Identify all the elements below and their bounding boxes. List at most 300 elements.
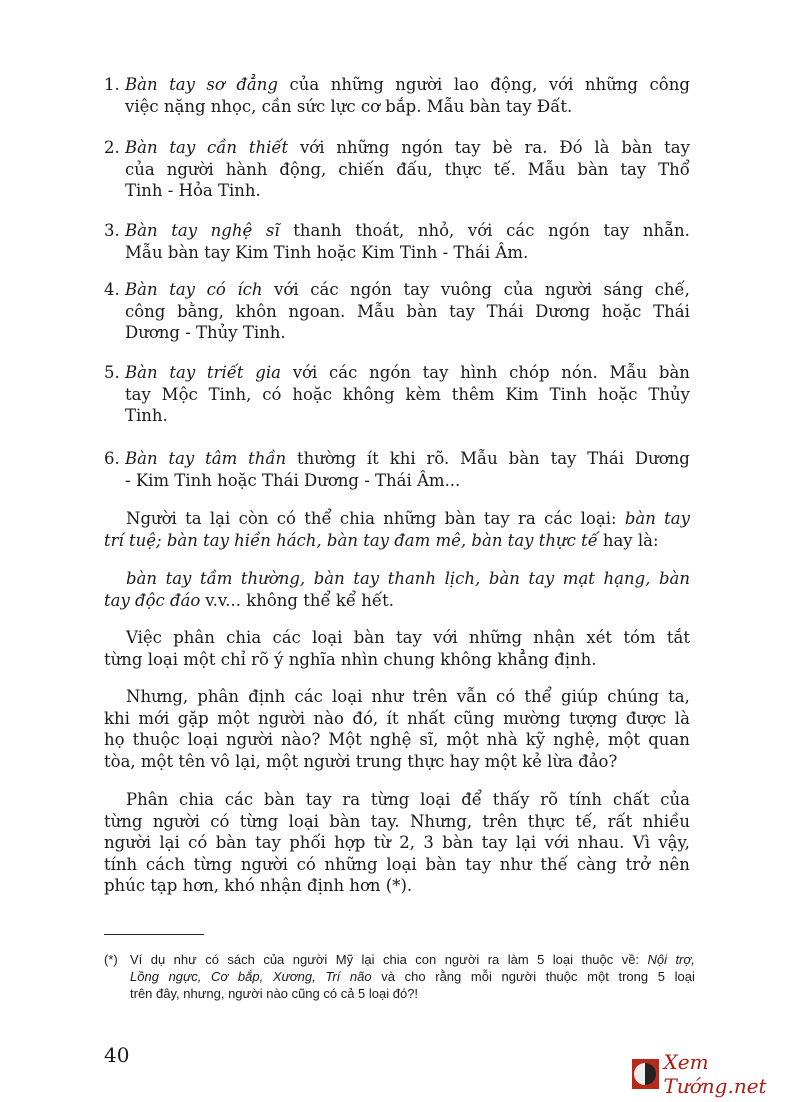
word: giúp [561, 687, 599, 706]
logo-text: Xem Tướng.net [663, 1050, 767, 1098]
text-line [104, 708, 690, 730]
word: càng [576, 854, 617, 874]
word: chia [339, 509, 375, 528]
word: có [188, 833, 208, 852]
list-number: 3. [104, 221, 120, 240]
word: bàn [406, 301, 438, 321]
word: ngón [350, 280, 392, 299]
word: bàn [353, 628, 385, 647]
word: loại [288, 811, 319, 831]
word: phân [173, 628, 215, 647]
text-line [125, 74, 690, 96]
word: Mộc [161, 384, 198, 404]
word: có [276, 509, 296, 528]
word: với [292, 363, 318, 382]
word: Xương, [272, 969, 316, 984]
word: thực [444, 159, 482, 179]
word: gia [255, 363, 281, 382]
word: não [349, 969, 372, 984]
word: tay [603, 221, 630, 240]
word: ngoan. [288, 301, 346, 321]
word: tính [104, 854, 138, 874]
word: các [506, 221, 535, 240]
word: một [607, 730, 641, 749]
word: tay [449, 301, 475, 321]
word: ít [366, 449, 379, 468]
word: tay [403, 280, 430, 299]
word: nên [658, 854, 690, 874]
word: như [371, 687, 404, 706]
word: Thái [653, 301, 690, 321]
text-line [125, 96, 690, 118]
word: người [444, 952, 480, 967]
watermark-logo [632, 1050, 800, 1098]
word: dụ [150, 952, 166, 967]
word: sĩ [265, 221, 280, 240]
word: mường [503, 708, 561, 728]
word: nào [313, 708, 344, 728]
word: bàn [508, 449, 540, 468]
word: kỹ [525, 730, 546, 749]
word: tay [550, 449, 577, 468]
word: rõ. [426, 449, 450, 468]
word: hình [460, 363, 498, 382]
text-line [104, 751, 690, 773]
word: tay [168, 449, 195, 468]
word: ngón [369, 363, 411, 382]
word: Ví [130, 952, 143, 967]
word: trong [618, 969, 649, 984]
list-number: 2. [104, 138, 120, 157]
word: tay [305, 790, 332, 809]
word: người [226, 730, 274, 749]
word: Cơ [211, 969, 229, 984]
word: tế, [575, 811, 598, 831]
word: lại [515, 833, 537, 852]
word: tâm [205, 449, 238, 468]
word: của [263, 952, 285, 967]
word: nhất [407, 708, 446, 728]
text-line [125, 470, 690, 492]
word: Bàn [125, 280, 158, 299]
word: Mẫu [357, 301, 395, 321]
text-line [125, 322, 690, 344]
text-line [126, 568, 690, 590]
word: chất [612, 790, 650, 809]
word: loại [552, 952, 574, 967]
word: chia [382, 952, 407, 967]
word: một [217, 708, 250, 728]
word: Bàn [125, 138, 158, 157]
word: của [125, 159, 155, 179]
word: bàn [577, 159, 609, 179]
word: cần [207, 138, 237, 157]
text-run: Mẫu bàn tay Kim Tinh hoặc Kim Tinh - Thái Âm. [125, 242, 529, 262]
word: tắt [666, 628, 690, 647]
word: gặp [177, 708, 209, 728]
word: động, [279, 159, 327, 179]
word: Nhưng, [126, 687, 189, 706]
text-line [125, 242, 690, 264]
word: một [587, 969, 609, 984]
word: ngón [401, 138, 443, 157]
word: tay [165, 569, 192, 588]
footnote-mark: (*) [104, 952, 118, 967]
word: Tinh, [208, 384, 252, 404]
list-item [104, 137, 690, 202]
word: thế [540, 854, 568, 874]
word: sáng [603, 280, 644, 299]
word: đó, [352, 708, 379, 728]
word: với [467, 221, 493, 240]
word: loại [312, 628, 343, 647]
word: chúng [607, 687, 659, 706]
text-line [125, 448, 690, 470]
word: quan [648, 730, 690, 749]
word: thường, [240, 569, 306, 588]
word: hợp [334, 833, 366, 852]
text-line [104, 811, 690, 833]
word: tay [454, 138, 481, 157]
word: rất [607, 811, 633, 831]
page-number: 40 [104, 1043, 130, 1067]
word: bàn [624, 509, 656, 528]
paragraph [104, 568, 690, 611]
text-run: Tinh. [125, 406, 168, 425]
word: hành [225, 159, 268, 179]
word: ra. [524, 138, 548, 157]
word: người [395, 75, 443, 94]
text-run: v.v... không thể kể hết. [205, 590, 394, 610]
paragraph [104, 789, 690, 897]
word: khi [389, 449, 416, 468]
word: chiến [338, 159, 385, 179]
word: bàn [313, 569, 345, 588]
word: Bàn [125, 75, 158, 94]
word: người [501, 969, 537, 984]
word: bè [492, 138, 513, 157]
word: kèm [405, 384, 441, 404]
word: ngón [548, 221, 590, 240]
word: thần [248, 449, 287, 468]
word: Việc [126, 628, 162, 647]
word: khôn [235, 301, 277, 321]
word: loại [332, 687, 363, 706]
text-run: hay là: [602, 530, 659, 550]
word: tay [171, 221, 198, 240]
text-line [104, 530, 690, 552]
word: bàn [263, 790, 295, 809]
word: sách [227, 952, 255, 967]
word: Một [328, 730, 362, 749]
word: bằng, [177, 301, 224, 321]
word: từng [239, 811, 279, 831]
word: Trí [325, 969, 341, 984]
word: người [544, 280, 592, 299]
word: Bàn [125, 449, 158, 468]
word: lao [453, 75, 479, 94]
word: hạng, [603, 569, 651, 588]
word: những [383, 509, 437, 528]
word: Mỹ [335, 952, 354, 967]
word: có [210, 811, 230, 831]
paragraph [104, 686, 690, 772]
list-item [104, 74, 690, 117]
word: nhiều [642, 811, 690, 831]
text-line [125, 137, 690, 159]
word: khi [104, 708, 130, 728]
word: ta, [668, 687, 690, 706]
text-run: việc nặng nhọc, cần sức lực cơ bắp. Mẫu bàn tay Đất. [125, 96, 573, 116]
list-item [104, 220, 690, 263]
word: thêm [451, 384, 495, 404]
word: có [296, 854, 316, 874]
word: tay [483, 509, 510, 528]
word: loại [674, 969, 695, 984]
word: thuộc [132, 730, 180, 749]
word: trên [482, 811, 518, 831]
word: tay [481, 833, 508, 852]
word: người [166, 159, 214, 179]
text-line [126, 789, 690, 811]
italic-run: trí tuệ; bàn tay hiền hách, bàn tay đam mê, bàn tay thực tế [104, 530, 598, 550]
word: tay [169, 363, 196, 382]
list-number: 4. [104, 280, 120, 299]
word: Thổ [658, 159, 690, 179]
word: con [415, 952, 437, 967]
word: thiết [248, 138, 289, 157]
word: tầm [199, 569, 233, 588]
word: như [499, 854, 532, 874]
word: từng [193, 854, 233, 874]
word: rằng [435, 969, 462, 984]
word: Kim [505, 384, 539, 404]
word: nhẵn. [642, 221, 690, 240]
word: không [342, 384, 395, 404]
word: tay [664, 138, 690, 157]
word: xét [586, 628, 613, 647]
list-item [104, 362, 690, 427]
text-line [125, 362, 690, 384]
word: trên [412, 687, 448, 706]
word: chia [226, 628, 262, 647]
word: động, [490, 75, 538, 94]
word: bàn [621, 138, 653, 157]
word: của [503, 280, 534, 299]
word: ngực, [168, 969, 202, 984]
word: các [224, 790, 254, 809]
word: từng [370, 790, 410, 809]
word: nhỏ, [417, 221, 455, 240]
word: nhận [533, 628, 576, 647]
text-line [126, 508, 690, 530]
word: người [257, 708, 305, 728]
word: Nhưng, [409, 811, 473, 831]
word: bàn [215, 833, 247, 852]
word: trở [625, 854, 651, 874]
word: bàn [658, 569, 690, 588]
word: với [433, 628, 458, 647]
word: 3 [423, 833, 434, 852]
word: ít [386, 708, 399, 728]
word: đấu, [396, 159, 433, 179]
word: người [240, 854, 288, 874]
list-item [104, 448, 690, 491]
word: tế. [493, 159, 516, 179]
word: thực [527, 811, 565, 831]
word: ra [518, 509, 536, 528]
word: định [248, 687, 286, 706]
word: tay [169, 138, 196, 157]
word: nghệ [369, 730, 412, 749]
word: loại [386, 854, 417, 874]
word: về: [621, 952, 640, 967]
footnote-divider [104, 934, 204, 935]
word: Tinh [549, 384, 587, 404]
word: tay [422, 363, 449, 382]
footnote [104, 951, 695, 1002]
word: hoặc [597, 384, 638, 404]
word: ích [237, 280, 263, 299]
word: những [336, 138, 390, 157]
word: Mẫu [527, 159, 566, 179]
word: Lồng [130, 969, 159, 984]
word: của [289, 75, 320, 94]
text-run: trên đây, nhưng, người nào cũng có cả 5 loại đó?! [130, 986, 419, 1001]
word: thể [524, 687, 552, 706]
word: tóm [623, 628, 656, 647]
word: lại [361, 952, 375, 967]
word: loại [420, 790, 451, 809]
word: Đó [559, 138, 583, 157]
word: thanh [293, 221, 342, 240]
word: trợ, [675, 952, 695, 967]
word: Thái [486, 301, 524, 321]
word: những [324, 854, 378, 874]
word: các [310, 280, 339, 299]
word: người [104, 833, 152, 852]
word: tay [169, 280, 195, 299]
word: lại [159, 833, 180, 852]
list-item [104, 279, 690, 344]
word: thanh [387, 569, 437, 588]
word: có [496, 687, 516, 706]
word: cũng [453, 708, 495, 728]
word: cho [404, 969, 426, 984]
word: triết [206, 363, 244, 382]
word: tay [465, 854, 492, 874]
text-run: từng loại một chỉ rõ ý nghĩa nhìn chung không khẳng định. [104, 649, 597, 669]
yin-yang-icon [632, 1059, 659, 1089]
word: họ [104, 730, 125, 749]
word: với [274, 280, 299, 299]
word: tay [169, 75, 195, 94]
word: Nội [647, 952, 667, 967]
text-run: tòa, một tên vô lại, một người trung thực hay một kẻ lừa đảo? [104, 751, 618, 771]
word: cách [145, 854, 185, 874]
text-line [104, 590, 690, 612]
word: các [544, 509, 573, 528]
word: công [125, 301, 166, 321]
text-line [130, 968, 695, 985]
word: ta [185, 509, 202, 528]
word: còn [238, 509, 269, 528]
word: thể [304, 509, 332, 528]
text-line [104, 832, 690, 854]
word: bàn [444, 509, 476, 528]
word: có [205, 952, 219, 967]
word: tay [664, 509, 690, 528]
text-line [125, 301, 690, 323]
word: sơ [206, 75, 225, 94]
word: công [649, 75, 690, 94]
word: Dương [535, 301, 591, 321]
word: các [272, 628, 301, 647]
word: Bàn [125, 363, 158, 382]
text-line [125, 159, 690, 181]
word: Thủy [648, 384, 690, 404]
word: của [660, 790, 690, 809]
word: từ [373, 833, 391, 852]
word: ra [487, 952, 500, 967]
word: thấy [492, 790, 530, 809]
word: để [461, 790, 482, 809]
text-line [104, 649, 690, 671]
word: tay [620, 159, 647, 179]
text-line [104, 875, 690, 897]
word: Thái [587, 449, 624, 468]
word: bắp, [237, 969, 264, 984]
word: nhà [486, 730, 518, 749]
word: sĩ, [419, 730, 439, 749]
word: với [299, 138, 325, 157]
word: Bàn [125, 221, 158, 240]
word: tay [125, 384, 151, 404]
word: bàn [126, 569, 158, 588]
word: người [292, 952, 328, 967]
word: vuông [440, 280, 492, 299]
word: những [330, 75, 384, 94]
word: tay [528, 569, 555, 588]
word: 2, [399, 833, 416, 852]
word: các [294, 687, 323, 706]
word: tay [396, 628, 422, 647]
word: tay. [370, 811, 400, 831]
word: Vì [632, 833, 650, 852]
text-line [130, 985, 695, 1002]
word: có [206, 280, 226, 299]
word: hoặc [601, 301, 642, 321]
word: thoát, [355, 221, 405, 240]
text-line [125, 279, 690, 301]
list-number: 6. [104, 449, 120, 468]
text-line [130, 951, 695, 968]
list-number: 1. [104, 75, 120, 94]
word: chế, [654, 280, 690, 299]
text-run: Tinh - Hỏa Tinh. [125, 181, 261, 200]
word: bàn [658, 363, 690, 382]
text-run: phúc tạp hơn, khó nhận định hơn (*). [104, 876, 413, 895]
word: tính [568, 790, 603, 809]
word: 5 [537, 952, 545, 967]
word: rõ [540, 790, 559, 809]
text-line [104, 729, 690, 751]
word: phối [289, 833, 326, 852]
word: thuộc [545, 969, 578, 984]
word: và [381, 969, 395, 984]
word: bàn [329, 811, 361, 831]
word: tay [255, 833, 281, 852]
